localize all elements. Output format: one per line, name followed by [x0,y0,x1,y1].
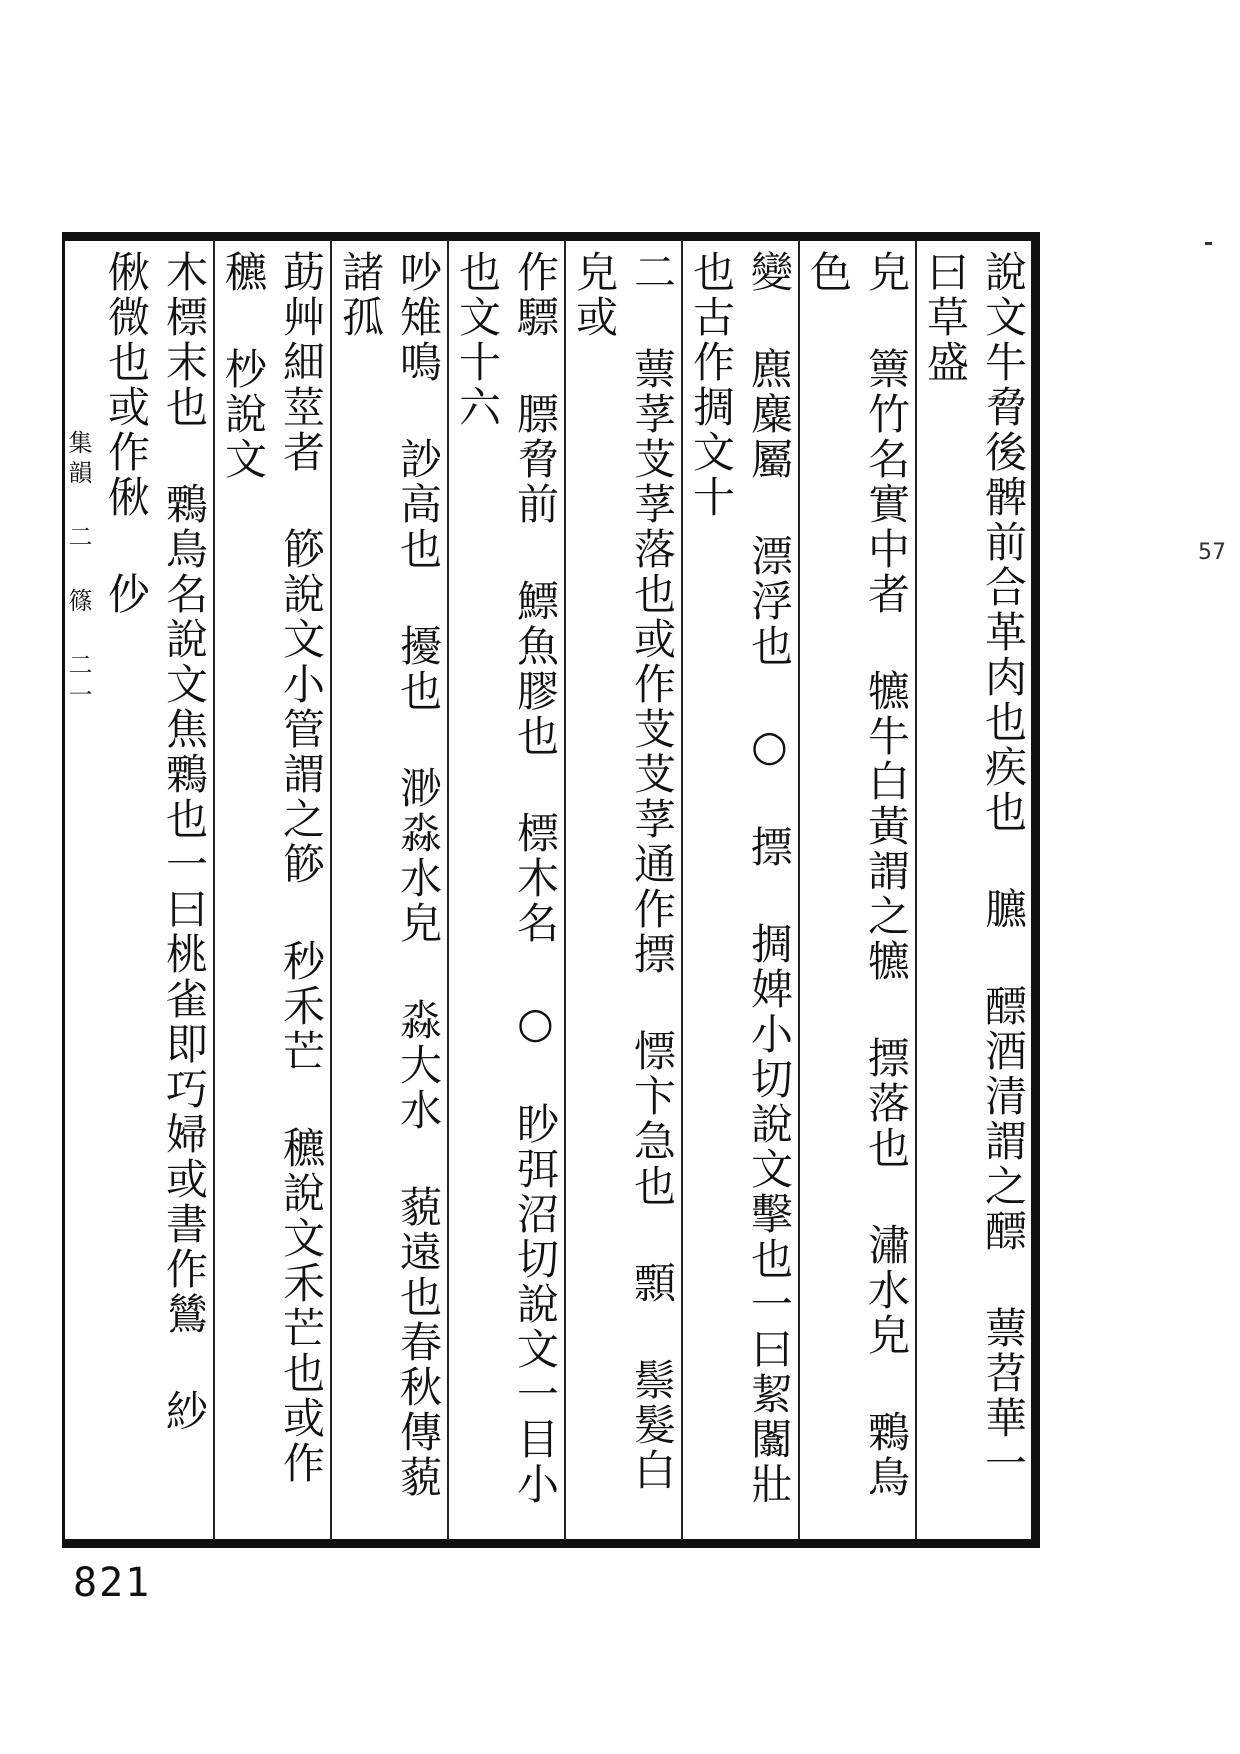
text-column [213,240,330,1540]
margin-title: 集韻 二 篠 二一 [64,430,92,712]
column-text: 作驃 膘脅前 鰾魚膠也 標木名 ○ 眇弭沼切說文一目小也文十六 [453,250,560,1507]
text-column [330,240,447,1540]
text-column [447,240,564,1540]
column-text: 二 蔈莩芆莩落也或作芆芆莩通作摽 慓卞急也 顠 鬃髮白皃或 [570,250,677,1493]
text-column [915,240,1032,1540]
column-text: 皃 篻竹名實中者 犥牛白黃謂之犥 摽落也 潚水皃 鷅鳥色 [804,250,911,1500]
text-column [96,240,213,1540]
page-number: 821 [73,1560,152,1606]
column-text: 吵雉鳴 訬高也 擾也 渺淼水皃 淼大水 藐遠也春秋傳藐諸孤 [336,250,443,1500]
text-column [681,240,798,1540]
text-columns [95,240,1032,1540]
column-text: 說文牛脅後髀前合革肉也疾也 臕 醥酒清謂之醥 蔈苕華一曰草盛 [921,250,1028,1486]
column-text: 木標末也 鷅鳥名說文焦鷅也一曰桃雀即巧婦或書作鷥 紗 偢微也或作偢 仯 [102,250,209,1434]
column-text: 莇艸細莖者 篎說文小管謂之篎 秒禾芒 穮說文禾芒也或作穮 杪說文 [219,250,326,1486]
column-text: 變 麃麋屬 漂浮也 ○ 摽 㨄婢小切說文擊也一曰絜闟壯也古作㨄文十 [687,250,794,1507]
text-column [564,240,681,1540]
text-column [798,240,915,1540]
scan-mark [1205,242,1212,245]
side-mark: 57 [1198,540,1226,565]
